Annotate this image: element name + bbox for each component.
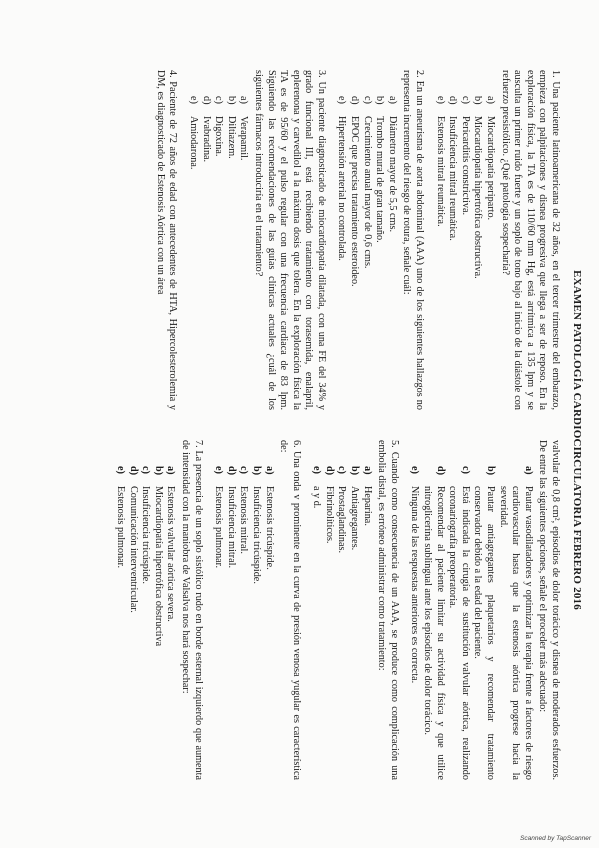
option-letter: e)	[434, 96, 446, 104]
option-item	[420, 466, 445, 780]
exam-title: EXAMEN PATOLOGÍA CARDIOCIRCULATORIA FEBRERO 2016	[571, 270, 583, 610]
option-text: Está indicada la cirugía de sustitución valvular aórtica, realizando coronariografía preoperatoria.	[447, 486, 471, 780]
option-item	[113, 466, 126, 780]
option-item	[496, 466, 534, 780]
question-number: 7.	[192, 440, 204, 448]
option-text: Estenosis pulmonar.	[115, 486, 126, 569]
option-text: Verapamil.	[238, 116, 250, 161]
option-letter: a)	[522, 466, 534, 475]
option-letter: a)	[238, 96, 250, 104]
option-text: Miocardiopatía periparto.	[485, 116, 497, 221]
options-list	[212, 440, 275, 780]
option-letter: c)	[459, 96, 471, 104]
option-text: Miocardiopatía hipertrófica obstructiva	[152, 486, 164, 647]
options-list	[433, 70, 496, 410]
option-text: Insuficiencia mitral reumática.	[447, 116, 459, 241]
option-text: Trombo mural de gran tamaño.	[374, 116, 386, 243]
option-letter: e)	[213, 466, 225, 474]
question-stem: Cuando como consecuencia de un AAA, se produce como complicación una embolia distal, es erróneo administrar como tratamiento:	[376, 440, 400, 780]
option-letter: b)	[225, 96, 237, 105]
option-item	[237, 466, 250, 780]
option-letter: b)	[250, 466, 262, 476]
option-item	[458, 96, 471, 410]
option-item	[360, 96, 373, 410]
option-text: Pericarditis constrictiva.	[459, 116, 471, 216]
option-item	[385, 96, 398, 410]
option-letter: d)	[323, 466, 335, 476]
question-number: 3.	[315, 70, 327, 78]
option-letter: e)	[409, 466, 421, 474]
option-item	[446, 96, 459, 410]
question-stem: En un aneurisma de aorta abdominal (AAA) uno de los siguientes hallazgos no representa incremento del riesgo de rotura, señale cuál:	[401, 70, 426, 410]
option-text: Estenosis pulmonar.	[213, 486, 225, 569]
option-letter: a)	[263, 466, 275, 475]
option-item	[186, 96, 199, 410]
question-number: 5.	[388, 440, 400, 448]
option-item	[322, 466, 335, 780]
left-column	[145, 70, 561, 410]
option-text: Pautar antiagregantes plaquetarios y recomendar tratamiento conservador debido a la edad del paciente.	[472, 486, 497, 780]
option-text: Recomendar al paciente limitar su actividad física y que utilice nitroglicerina sublingual ante los episodios de dolor torácico.	[422, 486, 446, 780]
options-list	[186, 70, 249, 410]
option-item	[433, 96, 446, 410]
question-stem: Una paciente latinoamericana de 32 años, en el tercer trimestre del embarazo, empieza con palpitaciones y disnea progresiva que llega a ser de reposo. En la exploración física, la TA es de 110/60 mm Hg, está arrítmica a 135 lpm y se ausculta un primer ruido fuerte y un soplo de tono bajo al inicio de la diástole con refuerzo presistólico. ¿Qué patología sospecharía?	[499, 70, 561, 410]
question-number: 2.	[414, 70, 426, 78]
option-item	[199, 96, 212, 410]
option-text: Insuficiencia mitral.	[225, 486, 237, 569]
option-item	[335, 466, 348, 780]
option-item	[446, 466, 471, 780]
options-list	[335, 70, 398, 410]
option-letter: d)	[434, 466, 446, 476]
question-stem: valvular de 0,8 cm², episodios de dolor torácico y disnea de moderados esfuerzos. De entre las siguientes opciones, señale el proceder más adecuado:	[537, 440, 561, 780]
option-letter: b)	[472, 96, 484, 105]
option-text: Estenosis valvular aórtica severa.	[165, 486, 177, 622]
option-item	[164, 466, 177, 780]
option-letter: d)	[200, 96, 212, 105]
option-text: Antiagregantes.	[349, 486, 361, 551]
option-text: Prostaglandinas.	[336, 486, 348, 554]
question	[212, 440, 302, 780]
option-letter: d)	[225, 466, 237, 476]
option-text: Heparina.	[361, 486, 373, 526]
question-stem: La presencia de un soplo sistólico rudo en borde esternal izquierdo que aumenta de intensidad con la maniobra de Valsalva nos hará sospechar:	[179, 440, 204, 780]
option-text: Crecimiento anual mayor de 0,6 cms.	[361, 116, 373, 269]
question	[153, 70, 178, 410]
option-item	[471, 96, 484, 410]
question-heading	[251, 70, 327, 410]
option-letter: c)	[459, 466, 471, 474]
question-stem: Paciente de 72 años de edad con antecedentes de HTA, Hipercolesterolemia y DM, es diagnosticado de Estenosis Aórtica con un área	[154, 70, 179, 410]
option-item	[139, 466, 152, 780]
option-letter: c)	[238, 466, 250, 474]
option-text: Diámetro mayor de 5,5 cms.	[386, 116, 398, 232]
option-letter: a)	[485, 96, 497, 104]
option-text: a y d.	[311, 486, 323, 509]
option-letter: b)	[374, 96, 386, 105]
option-text: Comunicación interventricular.	[127, 486, 139, 613]
option-item	[483, 96, 496, 410]
options-list	[113, 440, 176, 780]
option-letter: e)	[115, 466, 126, 474]
option-text: Estenosis mitral.	[238, 486, 250, 554]
option-letter: d)	[349, 96, 361, 105]
option-letter: c)	[140, 466, 152, 474]
options-list	[310, 440, 373, 780]
question	[433, 70, 561, 410]
option-letter: a)	[361, 466, 373, 475]
option-text: Fibrinolíticos.	[323, 486, 335, 544]
question-heading	[178, 440, 203, 780]
question-number: 6.	[290, 440, 302, 448]
option-text: Ivabradina.	[200, 116, 212, 163]
question	[186, 70, 327, 410]
option-item	[126, 466, 139, 780]
option-text: Insuficiencia tricúspide.	[250, 486, 262, 584]
option-item	[348, 466, 361, 780]
question-number: 4.	[167, 70, 179, 78]
right-column	[105, 440, 561, 780]
option-letter: e)	[336, 96, 348, 104]
option-item	[249, 466, 262, 780]
option-item	[471, 466, 496, 780]
option-item	[360, 466, 373, 780]
question	[408, 440, 561, 780]
option-item	[373, 96, 386, 410]
option-letter: a)	[386, 96, 398, 104]
option-letter: c)	[336, 466, 348, 474]
option-text: Insuficiencia tricúspide.	[140, 486, 152, 584]
question	[335, 70, 425, 410]
option-item	[212, 96, 225, 410]
question	[310, 440, 400, 780]
option-text: EPOC que precisa tratamiento esteroideo.	[349, 116, 361, 287]
question-heading	[277, 440, 302, 780]
option-item	[262, 466, 275, 780]
options-list	[408, 440, 534, 780]
option-item	[335, 96, 348, 410]
option-text: Diltiazem.	[225, 116, 237, 159]
scanner-watermark: Scanned by TapScanner	[520, 835, 591, 842]
question-heading	[375, 440, 400, 780]
option-item	[408, 466, 421, 780]
question-stem: Una onda v prominente en la curva de presión venosa yugular es característica de:	[278, 440, 302, 780]
option-item	[224, 466, 237, 780]
option-letter: e)	[187, 96, 199, 104]
option-letter: b)	[152, 466, 164, 476]
option-text: Hipertensión arterial no controlada.	[336, 116, 348, 261]
option-letter: c)	[213, 96, 225, 104]
option-text: Estenosis mitral reumática.	[434, 116, 446, 227]
question-number: 1.	[550, 70, 561, 78]
option-item	[310, 466, 323, 780]
question-heading	[400, 70, 425, 410]
question-stem: Un paciente diagnosticado de miocardiopatía dilatada, con una FE del 34% y grado funcional III, está recibiendo tratamiento con torasemida, enalapril, eplerenona y carvedilol a la máxima dosis que tolera. En la exploración física la TA es de 95/60 y el pulso regular con una frecuencia cardiaca de 83 lpm. Siguiendo las recomendaciones de las guías clínicas actuales ¿cuál de los siguientes fármacos introduciría en el tratamiento?	[252, 70, 327, 411]
question-heading	[153, 70, 178, 410]
option-letter: e)	[311, 466, 323, 474]
option-item	[348, 96, 361, 410]
question	[113, 440, 203, 780]
option-text: Amiodarona.	[187, 116, 199, 170]
option-item	[151, 466, 164, 780]
option-text: Miocardiopatía hipertrófica obstructiva.	[472, 116, 484, 279]
option-text: Digoxina.	[213, 116, 225, 157]
option-item	[212, 466, 225, 780]
option-text: Pautar vasodilatadores y optimizar la terapia frente a factores de riesgo cardiovascular hasta que la estenosis aórtica progrese hacia la severidad.	[497, 486, 534, 780]
option-letter: b)	[349, 466, 361, 476]
option-text: Ninguna de las respuestas anteriores es correcta.	[409, 486, 421, 684]
option-text: Estenosis tricúspide.	[263, 486, 275, 570]
option-letter: b)	[485, 466, 497, 476]
option-item	[237, 96, 250, 410]
option-letter: c)	[361, 96, 373, 104]
option-item	[224, 96, 237, 410]
option-letter: d)	[447, 96, 459, 105]
option-letter: a)	[165, 466, 177, 475]
option-letter: d)	[127, 466, 139, 476]
question-heading	[498, 70, 561, 410]
